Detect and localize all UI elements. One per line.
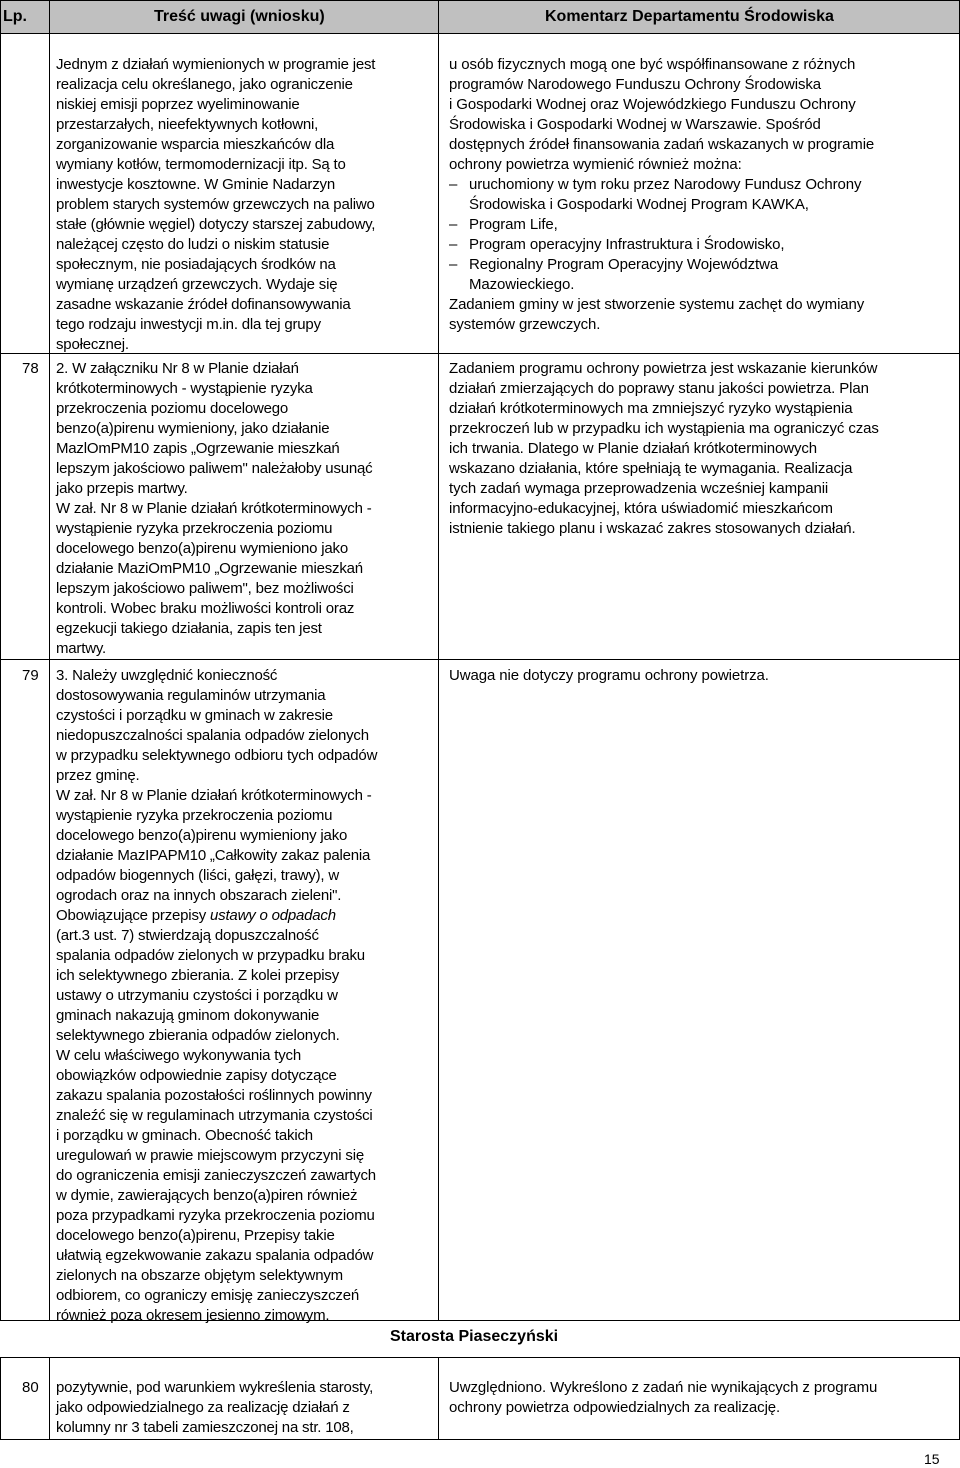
text-line: ich selektywnego zbierania. Z kolei przepisy: [56, 967, 340, 984]
text-line: gminach nakazują gminom dokonywanie: [56, 1007, 320, 1024]
bullet-text: Program Life,: [469, 216, 558, 233]
text-line: Zadaniem programu ochrony powietrza jest wskazanie kierunków: [449, 360, 878, 377]
text-line: problem starych systemów grzewczych na paliwo: [56, 196, 375, 213]
text-line: benzo(a)pirenu wymieniony, jako działanie: [56, 420, 330, 437]
text-line: u osób fizycznych mogą one być współfinansowane z różnych: [449, 56, 856, 73]
text-line: MazlOmPM10 zapis „Ogrzewanie mieszkań: [56, 440, 340, 457]
dash-bullet: –: [449, 236, 458, 253]
text-line: docelowego benzo(a)pirenu, Przepisy takie: [56, 1227, 335, 1244]
text-line: ogrodach oraz na innych obszarach zieleni".: [56, 887, 342, 904]
column-border: [49, 0, 50, 1320]
text-line: w przypadku selektywnego odbioru tych odpadów: [56, 747, 378, 764]
text-line: i porządku w gminach. Obecność takich: [56, 1127, 313, 1144]
text-line: docelowego benzo(a)pirenu wymieniono jako: [56, 540, 348, 557]
text-line: Zadaniem gminy w jest stworzenie systemu zachęt do wymiany: [449, 296, 865, 313]
text-line: W celu właściwego wykonywania tych: [56, 1047, 301, 1064]
text-line: obowiązków odpowiednie zapisy dotyczące: [56, 1067, 337, 1084]
text-line: ochrony powietrza odpowiedzialnych za realizację.: [449, 1399, 781, 1416]
header-komentarz-label: Komentarz Departamentu Środowiska: [545, 8, 834, 25]
text-line: uregulowań w prawie miejscowym przyczyni się: [56, 1147, 364, 1164]
text-line: wystąpienie ryzyka przekroczenia poziomu: [56, 520, 333, 537]
text-line: programów Narodowego Funduszu Ochrony Środowiska: [449, 76, 822, 93]
text-line: zakazu spalania pozostałości roślinnych powinny: [56, 1087, 372, 1104]
bullet-item: [449, 215, 953, 235]
text-line: wymianę urządzeń grzewczych. Wydaje się: [56, 276, 338, 293]
text-line: jako odpowiedzialnego za realizację działań z: [56, 1399, 350, 1416]
row-number: 78: [22, 360, 39, 377]
text-line: również poza okresem jesienno zimowym.: [56, 1307, 330, 1324]
text-line: wskazano działania, które spełniają te wymagania. Realizacja: [449, 460, 853, 477]
row80-right-text: [449, 1378, 953, 1418]
text-line: lepszym jakościowo paliwem" należałoby usunąć: [56, 460, 373, 477]
text-line: ułatwią egzekwowanie zakazu spalania odpadów: [56, 1247, 374, 1264]
bullet-text: Regionalny Program Operacyjny Województwa: [469, 256, 779, 273]
text-line: ochrony powietrza wymienić również można:: [449, 156, 742, 173]
text-line: tego rodzaju inwestycji m.in. dla tej grupy: [56, 316, 321, 333]
text-line: jako przepis martwy.: [56, 480, 188, 497]
text-line: W zał. Nr 8 w Planie działań krótkoterminowych -: [56, 787, 372, 804]
text-line: [56, 906, 436, 926]
column-border: [0, 0, 1, 1320]
bullet-text: Program operacyjny Infrastruktura i Środowisko,: [469, 236, 785, 253]
text-line: należącej często do ludzi o niskim statusie: [56, 236, 330, 253]
text-line: istnienie takiego planu i wskazać zakres stosowanych działań.: [449, 520, 856, 537]
text-line: martwy.: [56, 640, 106, 657]
section-title: Starosta Piaseczyński: [390, 1328, 559, 1345]
text-line: kolumny nr 3 tabeli zamieszczonej na str. 108,: [56, 1419, 354, 1436]
text-line: selektywnego zbierania odpadów zielonych.: [56, 1027, 340, 1044]
dash-bullet: –: [449, 256, 458, 273]
column-border: [49, 1357, 50, 1439]
text-line: czystości i porządku w gminach w zakresie: [56, 707, 333, 724]
page-number: 15: [924, 1451, 940, 1467]
text-line: niedopuszczalności spalania odpadów zielonych: [56, 727, 369, 744]
text-line: przekroczenia poziomu docelowego: [56, 400, 289, 417]
text-line: przez gminę.: [56, 767, 140, 784]
row-cont-left-text: [56, 55, 436, 355]
text-line: przestarzałych, nieefektywnych kotłowni,: [56, 116, 319, 133]
text-line: dostępnych źródeł finansowania zadań wskazanych w programie: [449, 136, 875, 153]
text-line: Uwaga nie dotyczy programu ochrony powietrza.: [449, 667, 769, 684]
column-border: [438, 0, 439, 1320]
bullet-item: [449, 175, 953, 195]
text-line: zasadne wskazanie źródeł dofinansowywania: [56, 296, 351, 313]
row-divider: [0, 1357, 960, 1358]
text-line: kontroli. Wobec braku możliwości kontroli oraz: [56, 600, 355, 617]
row78-right-text: [449, 359, 953, 539]
bullet-text: Środowiska i Gospodarki Wodnej Program KAWKA,: [469, 196, 809, 213]
row79-right-text: [449, 666, 953, 686]
table-border-top: [0, 0, 960, 1]
header-lp-label: Lp.: [3, 8, 27, 25]
text-line: zielonych na obszarze objętym selektywnym: [56, 1267, 343, 1284]
text-line: realizacja celu określanego, jako ograniczenie: [56, 76, 353, 93]
text-line: 3. Należy uwzględnić konieczność: [56, 667, 278, 684]
text-line: pozytywnie, pod warunkiem wykreślenia starosty,: [56, 1379, 374, 1396]
text-line: w dymie, zawierających benzo(a)piren również: [56, 1187, 358, 1204]
text-line: inwestycje kosztowne. W Gminie Nadarzyn: [56, 176, 335, 193]
text-line: spalania odpadów zielonych w przypadku braku: [56, 947, 365, 964]
text-line: docelowego benzo(a)pirenu wymieniony jako: [56, 827, 348, 844]
text-line: ich trwania. Dlatego w Planie działań krótkoterminowych: [449, 440, 818, 457]
text-line: działanie MaziOmPM10 „Ogrzewanie mieszkań: [56, 560, 363, 577]
table-border-bottom: [0, 1439, 960, 1440]
header-tresc-label: Treść uwagi (wniosku): [154, 8, 325, 25]
text-line: systemów grzewczych.: [449, 316, 601, 333]
dash-bullet: –: [449, 176, 458, 193]
text-line: (art.3 ust. 7) stwierdzają dopuszczalność: [56, 927, 319, 944]
text-line: działań zmierzających do poprawy stanu jakości powietrza. Plan: [449, 380, 869, 397]
row-number: 79: [22, 667, 39, 684]
text-line: niskiej emisji poprzez wyeliminowanie: [56, 96, 300, 113]
text-line: Jednym z działań wymienionych w programie jest: [56, 56, 376, 73]
text-line: informacyjno-edukacyjnej, która uświadomić mieszkańcom: [449, 500, 833, 517]
table-border-header: [0, 33, 960, 34]
row78-left-text: [56, 359, 436, 659]
text-line: stałe (głównie węgiel) dotyczy starszej zabudowy,: [56, 216, 376, 233]
text-line: egzekucji takiego działania, zapis ten jest: [56, 620, 322, 637]
text-line: W zał. Nr 8 w Planie działań krótkoterminowych -: [56, 500, 372, 517]
text-line: działań krótkoterminowych ma zmniejszyć ryzyko wystąpienia: [449, 400, 853, 417]
text-fragment: Obowiązujące przepisy: [56, 907, 211, 924]
text-line: przekroczeń lub w przypadku ich wystąpienia ma ograniczyć czas: [449, 420, 879, 437]
text-line: do ograniczenia emisji zanieczyszczeń zawartych: [56, 1167, 376, 1184]
text-line: odbiorem, co ograniczy emisję zanieczyszczeń: [56, 1287, 359, 1304]
row-divider: [0, 659, 960, 660]
text-line: i Gospodarki Wodnej oraz Wojewódzkiego Funduszu Ochrony: [449, 96, 856, 113]
text-line: krótkoterminowych - wystąpienie ryzyka: [56, 380, 313, 397]
column-border: [438, 1357, 439, 1439]
text-line: lepszym jakościowo paliwem", bez możliwości: [56, 580, 354, 597]
row79-left-text: [56, 666, 436, 1326]
text-line: wymiany kotłów, termomodernizacji itp. Są to: [56, 156, 346, 173]
text-line: tych zadań wymaga przeprowadzenia wcześniej kampanii: [449, 480, 829, 497]
header-cell-lp: [0, 0, 49, 33]
header-cell-komentarz: [439, 0, 960, 33]
bullet-text: Mazowieckiego.: [469, 276, 575, 293]
column-border: [0, 1357, 1, 1439]
text-line: ustawy o utrzymaniu czystości i porządku w: [56, 987, 338, 1004]
row-cont-right-text: [449, 55, 953, 335]
text-line: społecznej.: [56, 336, 129, 353]
bullet-item: [449, 235, 953, 255]
text-line: odpadów biogennych (liści, gałęzi, trawy), w: [56, 867, 340, 884]
header-cell-tresc: [50, 0, 438, 33]
text-line: 2. W załączniku Nr 8 w Planie działań: [56, 360, 299, 377]
text-line: znaleźć się w regulaminach utrzymania czystości: [56, 1107, 373, 1124]
row80-left-text: [56, 1378, 436, 1438]
text-line: wystąpienie ryzyka przekroczenia poziomu: [56, 807, 333, 824]
text-line: dostosowywania regulaminów utrzymania: [56, 687, 326, 704]
bullet-text: uruchomiony w tym roku przez Narodowy Fundusz Ochrony: [469, 176, 862, 193]
row-number: 80: [22, 1379, 39, 1396]
text-line: poza przypadkami ryzyka przekroczenia poziomu: [56, 1207, 375, 1224]
text-line: Uwzględniono. Wykreślono z zadań nie wynikających z programu: [449, 1379, 878, 1396]
italic-text: ustawy o odpadach: [210, 907, 336, 924]
text-line: działanie MazIPAPM10 „Całkowity zakaz palenia: [56, 847, 371, 864]
text-line: zorganizowanie wsparcia mieszkańców dla: [56, 136, 335, 153]
dash-bullet: –: [449, 216, 458, 233]
text-line: społecznym, nie posiadających środków na: [56, 256, 336, 273]
text-line: Środowiska i Gospodarki Wodnej w Warszawie. Spośród: [449, 116, 821, 133]
bullet-item: [449, 255, 953, 275]
